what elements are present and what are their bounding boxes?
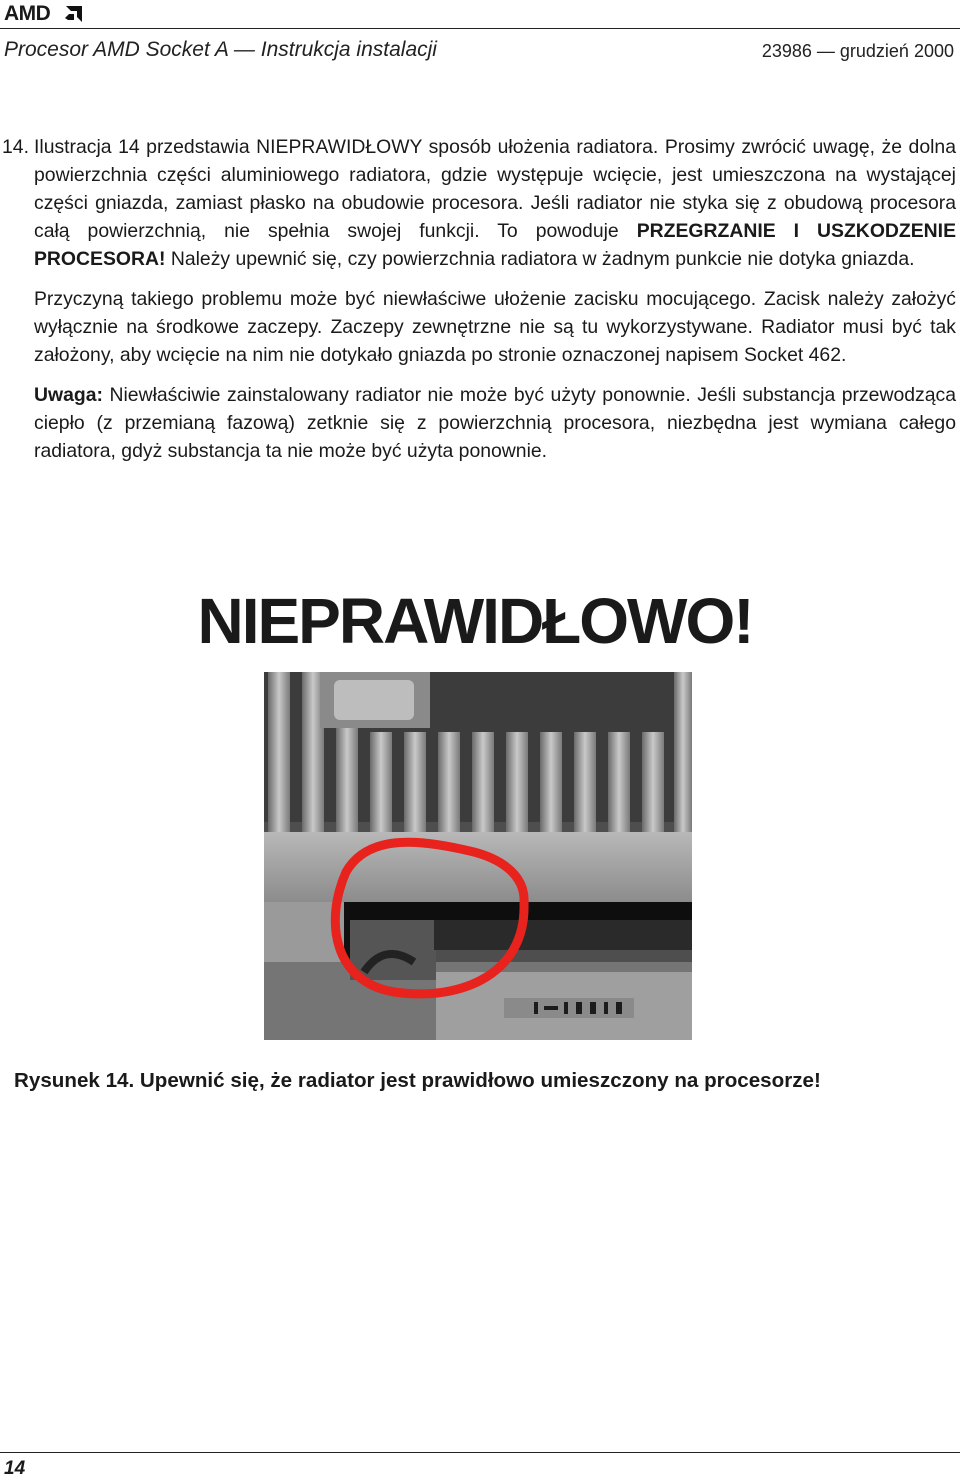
- step-14-paragraph: [2, 133, 957, 273]
- amd-logo: [4, 4, 84, 24]
- step-text-before: Ilustracja 14 przedstawia NIEPRAWIDŁOWY sposób ułożenia radiatora. Prosimy zwrócić uwagę, że dolna powierzchnia części aluminiowego radiatora, gdzie występuje wcięcie, jest umieszczona na wystającej części gniazda, zamiast płasko na obudowie procesora. Jeśli radiator nie styka się z obudową procesora całą powierzchnią, nie spełnia swojej funkcji. To powoduje: [34, 136, 956, 242]
- overheating-warning: PRZEGRZANIE I USZKODZENIE PROCESORA!: [34, 220, 957, 270]
- header-rule: [0, 28, 960, 29]
- incorrect-heading: [0, 584, 960, 658]
- step-number: 14.: [2, 136, 29, 158]
- body-text: [2, 133, 957, 465]
- page-number: 14: [4, 1458, 26, 1479]
- note-text: Niewłaściwie zainstalowany radiator nie może być użyty ponownie. Jeśli substancja przewodząca ciepło (z przemianą fazową) zetknie się z powierzchnią procesora, niezbędna jest wymiana całego radiatora, gdyż substancja ta nie może być użyta ponownie.: [34, 384, 956, 462]
- heatsink-photo: [264, 672, 692, 1040]
- amd-logo-text: AMD: [4, 2, 51, 25]
- clip-paragraph: Przyczyną takiego problemu może być niewłaściwe ułożenie zacisku mocującego. Zacisk należy założyć wyłącznie na środkowe zaczepy. Zaczepy zewnętrzne nie są tu wykorzystywane. Radiator musi być tak założony, aby wcięcie na nim nie dotykało gniazda po stronie oznaczonej napisem Socket 462.: [34, 288, 956, 366]
- figure-caption: Rysunek 14. Upewnić się, że radiator jest prawidłowo umieszczony na procesorze!: [14, 1069, 821, 1092]
- step-text-after: Należy upewnić się, czy powierzchnia radiatora w żadnym punkcie nie dotyka gniazda.: [165, 248, 915, 270]
- footer-rule: [0, 1452, 960, 1453]
- incorrect-heading-text: NIEPRAWIDŁOWO!: [197, 585, 753, 657]
- document-title: Procesor AMD Socket A — Instrukcja instalacji: [4, 38, 437, 61]
- note-label: Uwaga:: [34, 384, 103, 406]
- heatsink-illustration: [264, 672, 692, 1040]
- note-paragraph: [34, 381, 956, 465]
- document-id-date: 23986 — grudzień 2000: [761, 41, 954, 61]
- amd-arrow-icon: [64, 6, 82, 22]
